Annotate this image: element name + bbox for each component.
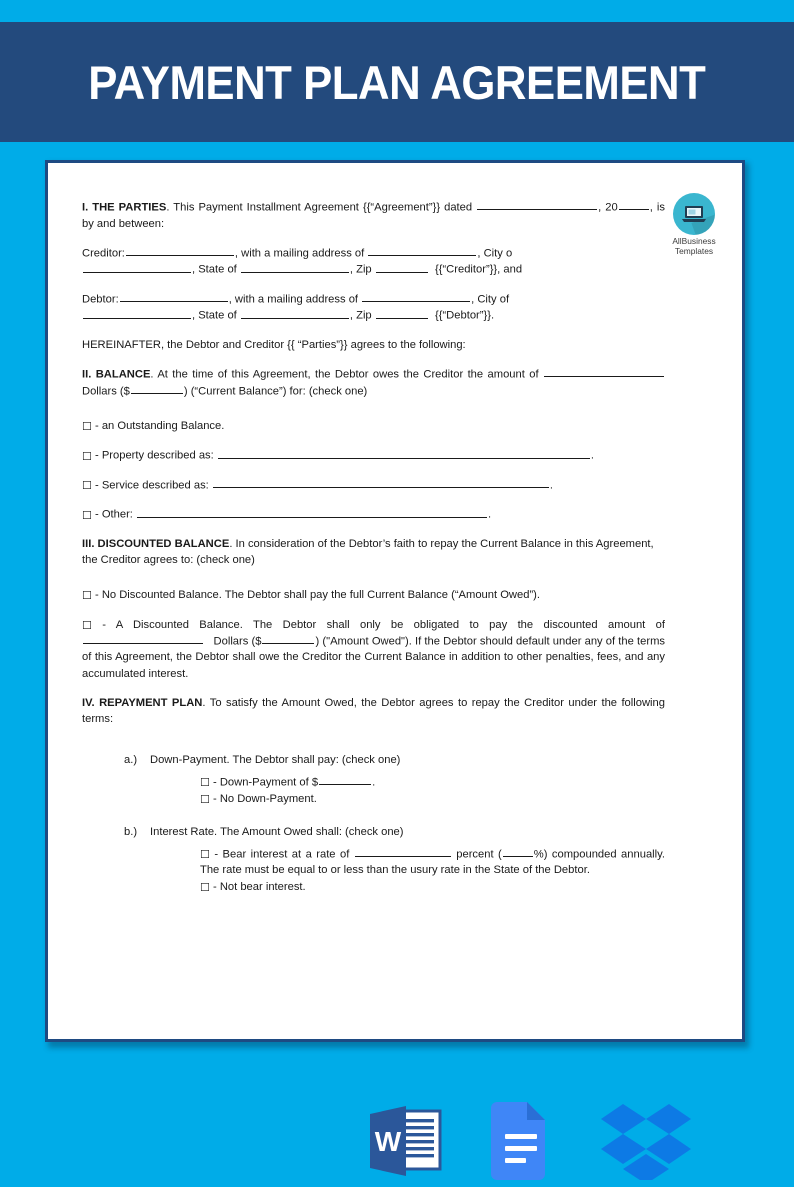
repayment-item-a <box>82 752 665 768</box>
balance-option-outstanding[interactable] <box>82 418 665 434</box>
creditor-tag: {{“Creditor”}}, and <box>434 263 523 276</box>
discounted-amount-figure-blank <box>262 633 314 644</box>
balance-option-property[interactable] <box>82 447 665 464</box>
section-parties-intro <box>82 199 665 232</box>
balance-amount-words-blank <box>544 366 664 377</box>
checkbox-icon[interactable]: ☐ <box>200 793 210 807</box>
parties-intro-a: . This Payment Installment Agreement {{“Agreement”}} dated <box>166 201 477 214</box>
debtor-city-blank <box>83 307 191 318</box>
creditor-name-blank <box>126 245 234 256</box>
section-discounted-heading: III. DISCOUNTED BALANCE <box>82 538 230 551</box>
section-repayment-paragraph <box>82 695 665 727</box>
down-payment-option-none-label: - No Down-Payment. <box>212 793 317 806</box>
spacer <box>82 577 665 587</box>
repayment-item-a-text: Down-Payment. The Debtor shall pay: (check one) <box>150 754 401 767</box>
discounted-option-none-label: - No Discounted Balance. The Debtor shall pay the full Current Balance (“Amount Owed”). <box>94 589 541 602</box>
balance-option-other-label: - Other: <box>94 508 137 521</box>
debtor-address-blank <box>362 291 470 302</box>
hereinafter-paragraph: HEREINAFTER, the Debtor and Creditor {{ “Parties”}} agrees to the following: <box>82 338 466 351</box>
creditor-city: , City o <box>477 247 513 260</box>
repayment-item-b-label: b.) <box>124 826 138 839</box>
interest-rate-words-blank <box>355 846 451 857</box>
balance-option-service-suffix: . <box>549 479 553 492</box>
debtor-state-blank <box>241 307 349 318</box>
discounted-option-none[interactable] <box>82 587 665 603</box>
microsoft-word-logo <box>368 1103 442 1179</box>
checkbox-icon[interactable]: ☐ <box>200 775 210 789</box>
discounted-option-yes-c: ) ("Amount Owed"). If the Debtor should default under any of the terms of this Agreement, the Debtor shall owe the Creditor the Current Balance in addition to other penalties, fees, and any accumulated interest. <box>82 635 666 680</box>
discounted-option-yes-a: - A Discounted Balance. The Debtor shall only be obligated to pay the discounted amount of <box>102 618 665 631</box>
section-parties-heading: I. THE PARTIES <box>82 201 167 214</box>
debtor-paragraph <box>82 291 665 324</box>
date-blank <box>477 199 597 210</box>
creditor-city-blank <box>83 261 191 272</box>
checkbox-icon[interactable]: ☐ <box>82 589 92 603</box>
page-title: PAYMENT PLAN AGREEMENT <box>88 55 706 109</box>
discounted-option-yes[interactable] <box>82 617 665 682</box>
file-format-logos <box>368 1095 728 1187</box>
checkbox-icon[interactable]: ☐ <box>82 618 92 632</box>
balance-option-property-suffix: . <box>590 449 594 462</box>
balance-option-other[interactable] <box>82 506 665 523</box>
creditor-zip-blank <box>376 261 428 272</box>
laptop-glyph <box>681 204 707 224</box>
interest-option-bear-b: percent ( <box>451 847 502 860</box>
svg-text:W: W <box>374 1126 402 1157</box>
interest-option-none-label: - Not bear interest. <box>212 881 306 894</box>
watermark-line-2: Templates <box>674 245 714 256</box>
discounted-body: . In consideration of the Debtor’s faith to repay the Current Balance in this Agreement, the Creditor agrees to: (check one) <box>82 538 654 567</box>
property-description-blank <box>218 447 590 458</box>
interest-option-bear-a: - Bear interest at a rate of <box>214 847 354 860</box>
parties-intro-c: , is by and between: <box>82 201 665 230</box>
creditor-state: , State of <box>192 263 240 276</box>
creditor-mid: , with a mailing address of <box>234 247 368 260</box>
discounted-amount-words-blank <box>83 633 203 644</box>
header-band <box>0 22 794 142</box>
debtor-mid: , with a mailing address of <box>228 293 362 306</box>
creditor-address-blank <box>368 245 476 256</box>
dropbox-logo <box>600 1102 692 1180</box>
parties-intro-b: , 20 <box>598 201 618 214</box>
section-discounted-paragraph <box>82 536 665 568</box>
down-payment-option-amount-suffix: . <box>372 775 376 788</box>
creditor-label: Creditor: <box>82 247 125 260</box>
repayment-item-a-label: a.) <box>124 754 138 767</box>
balance-option-property-label: - Property described as: <box>94 449 217 462</box>
spacer <box>82 408 665 418</box>
allbusiness-templates-watermark <box>656 193 732 257</box>
debtor-city: , City of <box>471 293 510 306</box>
debtor-tag: {{“Debtor”}}. <box>434 309 495 322</box>
section-repayment-heading: IV. REPAYMENT PLAN <box>82 696 203 709</box>
creditor-paragraph <box>82 245 665 278</box>
balance-option-outstanding-label: - an Outstanding Balance. <box>94 420 225 433</box>
balance-body-b: Dollars ($ <box>82 384 130 397</box>
year-blank <box>619 199 649 210</box>
section-balance-heading: II. BALANCE <box>82 368 151 381</box>
document-page <box>45 160 745 1157</box>
section-balance-paragraph <box>82 366 665 399</box>
discounted-option-yes-b: Dollars ($ <box>210 635 262 648</box>
down-payment-option-amount[interactable] <box>82 774 665 791</box>
document-body <box>82 199 665 897</box>
spacer <box>82 808 665 824</box>
interest-rate-figure-blank <box>503 846 533 857</box>
down-payment-option-none[interactable] <box>82 791 665 807</box>
interest-option-bear[interactable] <box>82 846 665 879</box>
checkbox-icon[interactable]: ☐ <box>200 847 210 861</box>
debtor-zip-blank <box>376 307 428 318</box>
watermark-line-1: AllBusiness <box>672 236 716 246</box>
checkbox-icon[interactable]: ☐ <box>82 449 92 463</box>
down-payment-amount-blank <box>319 774 371 785</box>
balance-option-service[interactable] <box>82 477 665 494</box>
interest-option-none[interactable] <box>82 879 665 895</box>
creditor-state-blank <box>241 261 349 272</box>
debtor-zip: , Zip <box>349 309 375 322</box>
service-description-blank <box>213 477 549 488</box>
laptop-icon <box>673 193 715 235</box>
debtor-name-blank <box>120 291 228 302</box>
down-payment-option-amount-label: - Down-Payment of $ <box>212 775 319 788</box>
repayment-item-b-text: Interest Rate. The Amount Owed shall: (check one) <box>150 826 404 839</box>
balance-option-other-suffix: . <box>488 508 492 521</box>
spacer <box>82 736 665 752</box>
checkbox-icon[interactable]: ☐ <box>200 881 210 895</box>
debtor-label: Debtor: <box>82 293 119 306</box>
repayment-body: . To satisfy the Amount Owed, the Debtor agrees to repay the Creditor under the following terms: <box>82 696 665 726</box>
balance-option-service-label: - Service described as: <box>94 479 212 492</box>
other-description-blank <box>137 506 487 517</box>
checkbox-icon[interactable]: ☐ <box>82 479 92 493</box>
checkbox-icon[interactable]: ☐ <box>82 508 92 522</box>
creditor-zip: , Zip <box>349 263 375 276</box>
balance-body-c: ) (“Current Balance”) for: (check one) <box>183 384 368 397</box>
repayment-item-b <box>82 824 665 840</box>
interest-option-bear-c: %) compounded annually. The rate must be equal to or less than the usury rate in the State of the Debtor. <box>200 847 666 877</box>
google-docs-logo <box>490 1100 552 1182</box>
balance-body-a: . At the time of this Agreement, the Debtor owes the Creditor the amount of <box>150 368 543 381</box>
debtor-state: , State of <box>192 309 240 322</box>
balance-amount-figure-blank <box>131 383 183 394</box>
checkbox-icon[interactable]: ☐ <box>82 420 92 434</box>
